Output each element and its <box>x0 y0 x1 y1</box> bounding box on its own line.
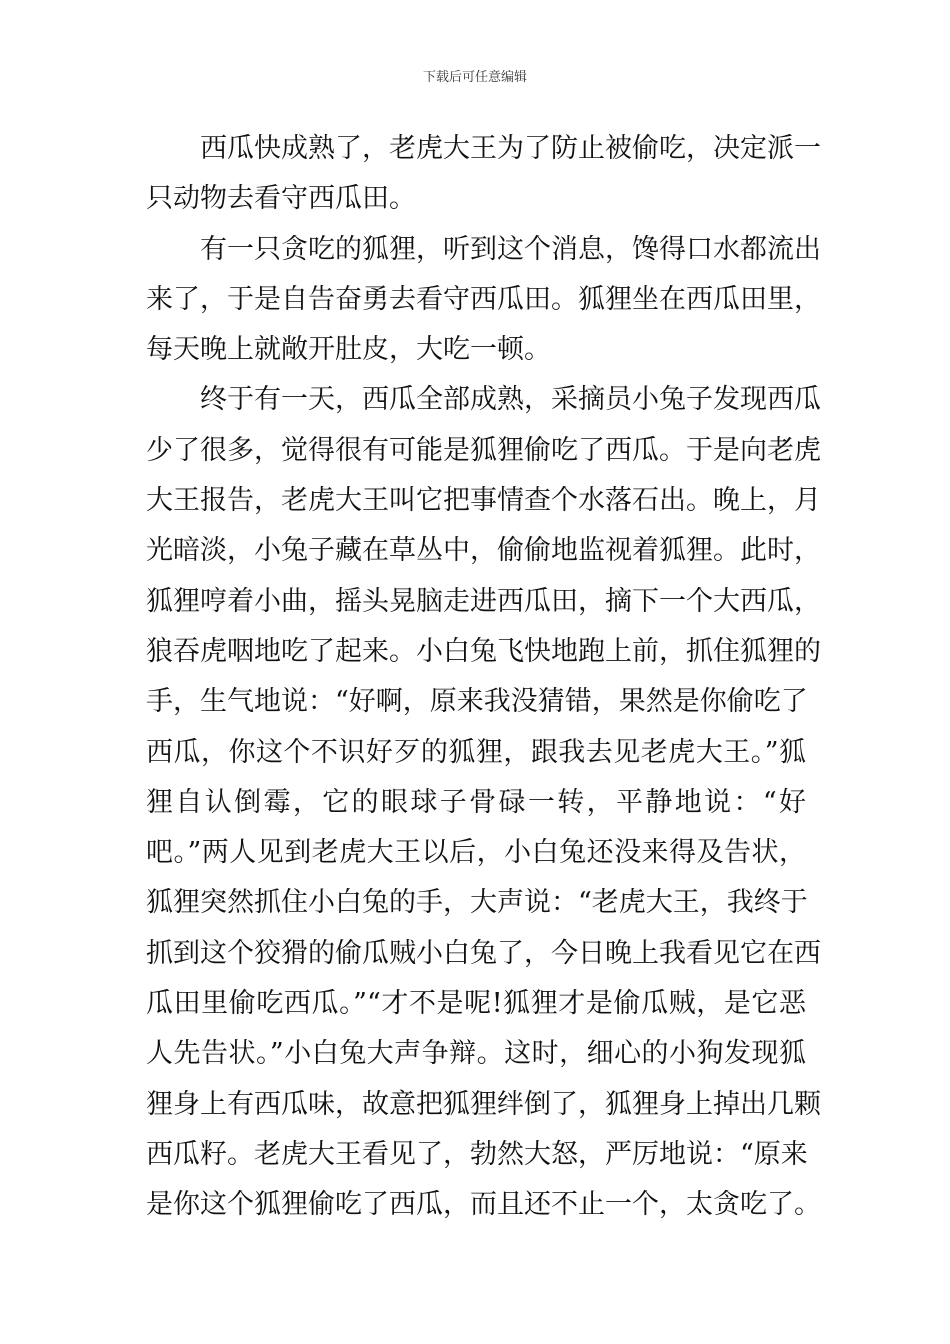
text-line: 狐狸哼着小曲，摇头晃脑走进西瓜田，摘下一个大西瓜， <box>146 585 821 617</box>
text-line: 吧。”两人见到老虎大王以后，小白兔还没来得及告状， <box>146 837 806 869</box>
text-line: 每天晚上就敞开肚皮，大吃一顿。 <box>146 334 551 366</box>
text-line: 西瓜快成熟了，老虎大王为了防止被偷吃，决定派一 <box>200 133 821 164</box>
page-header: 下载后可任意编辑 <box>422 70 527 85</box>
text-line: 只动物去看守西瓜田。 <box>146 183 416 215</box>
text-line: 狼吞虎咽地吃了起来。小白兔飞快地跑上前，抓住狐狸的 <box>146 635 821 667</box>
text-line: 终于有一天，西瓜全部成熟，采摘员小兔子发现西瓜 <box>200 384 821 416</box>
paragraph <box>146 225 821 376</box>
paragraph <box>146 124 821 225</box>
text-line: 来了，于是自告奋勇去看守西瓜田。狐狸坐在西瓜田里， <box>146 283 821 315</box>
text-line: 抓到这个狡猾的偷瓜贼小白兔了，今日晚上我看见它在西 <box>146 937 821 969</box>
text-line: 狸身上有西瓜味，故意把狐狸绊倒了，狐狸身上掉出几颗 <box>146 1088 821 1120</box>
text-line: 西瓜，你这个不识好歹的狐狸，跟我去见老虎大王。”狐 <box>146 736 806 768</box>
text-line: 少了很多，觉得很有可能是狐狸偷吃了西瓜。于是向老虎 <box>146 434 821 466</box>
text-line: 瓜田里偷吃西瓜。”“才不是呢!狐狸才是偷瓜贼，是它恶 <box>146 988 806 1020</box>
text-line: 西瓜籽。老虎大王看见了，勃然大怒，严厉地说：“原来 <box>146 1138 808 1170</box>
text-line: 手，生气地说：“好啊，原来我没猜错，果然是你偷吃了 <box>146 686 808 718</box>
text-line: 有一只贪吃的狐狸，听到这个消息，馋得口水都流出 <box>200 233 821 265</box>
text-line: 是你这个狐狸偷吃了西瓜，而且还不止一个，太贪吃了。 <box>146 1189 821 1221</box>
text-line: 人先告状。”小白兔大声争辩。这时，细心的小狗发现狐 <box>146 1038 806 1070</box>
paragraph <box>146 375 821 1230</box>
text-line: 大王报告，老虎大王叫它把事情查个水落石出。晚上，月 <box>146 485 821 517</box>
text-line: 光暗淡，小兔子藏在草丛中，偷偷地监视着狐狸。此时， <box>146 535 821 567</box>
text-line: 狸自认倒霉，它的眼球子骨碌一转，平静地说：“好 <box>146 786 806 818</box>
text-line: 狐狸突然抓住小白兔的手，大声说：“老虎大王，我终于 <box>146 887 808 919</box>
document-body <box>146 124 821 1231</box>
